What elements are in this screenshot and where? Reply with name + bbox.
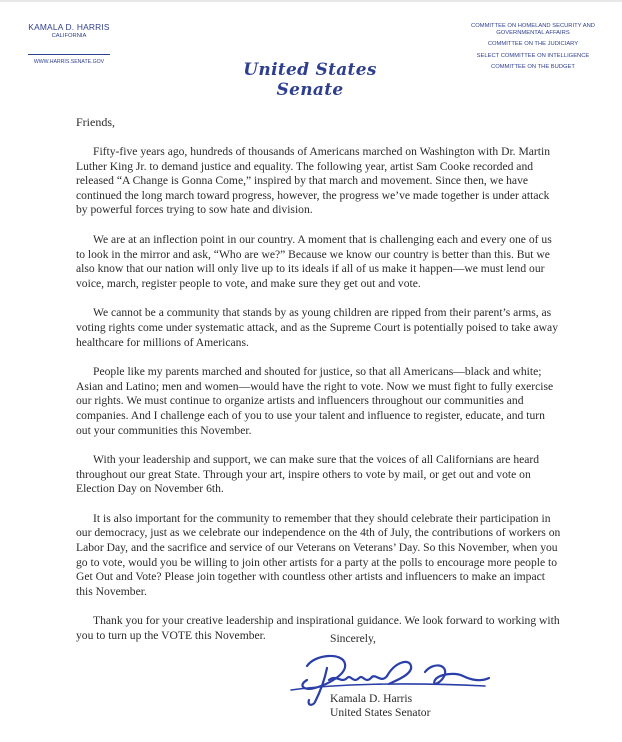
paragraph: With your leadership and support, we can make sure that the voices of all Californians are heard throughout our great State. Through your art, inspire others to vote by mail, or get out and vote on Election Day on November 6th.	[76, 453, 540, 496]
signatory-name: Kamala D. Harris	[330, 692, 413, 705]
committee-item: COMMITTEE ON HOMELAND SECURITY AND GOVERNMENTAL AFFAIRS	[471, 23, 595, 36]
closing: Sincerely,	[330, 632, 376, 645]
senate-seal-text: United States Senate	[243, 60, 377, 100]
letter-body	[76, 145, 562, 659]
committee-item: COMMITTEE ON THE JUDICIARY	[487, 41, 579, 48]
top-edge	[0, 0, 622, 2]
signatory-title: United States Senator	[330, 706, 431, 719]
letterhead-divider	[28, 54, 110, 55]
paragraph: We are at an inflection point in our country. A moment that is challenging each and every one of us to look in the mirror and ask, “Who are we?” Because we know our country is better than this. But we also know that our nation will only live up to its ideals if all of us make it happen—we must lend our voice, march, register people to vote, and make sure they get out and vote.	[76, 232, 552, 290]
salutation: Friends,	[76, 115, 115, 129]
senator-state: CALIFORNIA	[51, 33, 87, 39]
paragraph: Fifty-five years ago, hundreds of thousands of Americans marched on Washington with Dr. Martin Luther King Jr. to demand justice and equality. The following year, artist Sam Cooke recorded and released “A Change is Gonna Come,” inspired by that march and movement. Since then, we have continued the long march toward progress, however, the progress we’ve made together is under attack by powerful forces trying to sow hate and division.	[76, 145, 551, 217]
paragraph: People like my parents marched and shouted for justice, so that all Americans—black and white; Asian and Latino; men and women—would have the right to vote. Now we must fight to fully exercise our rights. We must continue to organize artists and influencers throughout our communities and companies. And I challenge each of you to use your talent and influence to register, educate, and turn out your communities this November.	[76, 365, 554, 437]
senate-website: WWW.HARRIS.SENATE.GOV	[33, 59, 105, 65]
committee-item: SELECT COMMITTEE ON INTELLIGENCE	[476, 52, 590, 59]
committee-item: COMMITTEE ON THE BUDGET	[491, 64, 575, 71]
committee-list	[463, 23, 603, 76]
paragraph: We cannot be a community that stands by as young children are ripped from their parent’s arms, as voting rights come under systematic attack, and as the Supreme Court is potentially poised to take away healthcare for millions of Americans.	[76, 306, 558, 349]
letterhead-senator	[26, 22, 112, 65]
paragraph: It is also important for the community to remember that they should celebrate their participation in our democracy, just as we celebrate our independence on the 4th of July, the contributions of workers on Labor Day, and the sacrifice and service of our Veterans on Veterans’ Day. So this November, when you go to vote, would you be willing to join other artists for a party at the polls to encourage more people to Get Out and Vote? Please join together with countless other artists and influencers to make an impact this November.	[76, 511, 561, 598]
senator-name: KAMALA D. HARRIS	[28, 22, 110, 32]
paragraph: Thank you for your creative leadership and inspirational guidance. We look forward to working with you to turn up the VOTE this November.	[76, 614, 560, 643]
